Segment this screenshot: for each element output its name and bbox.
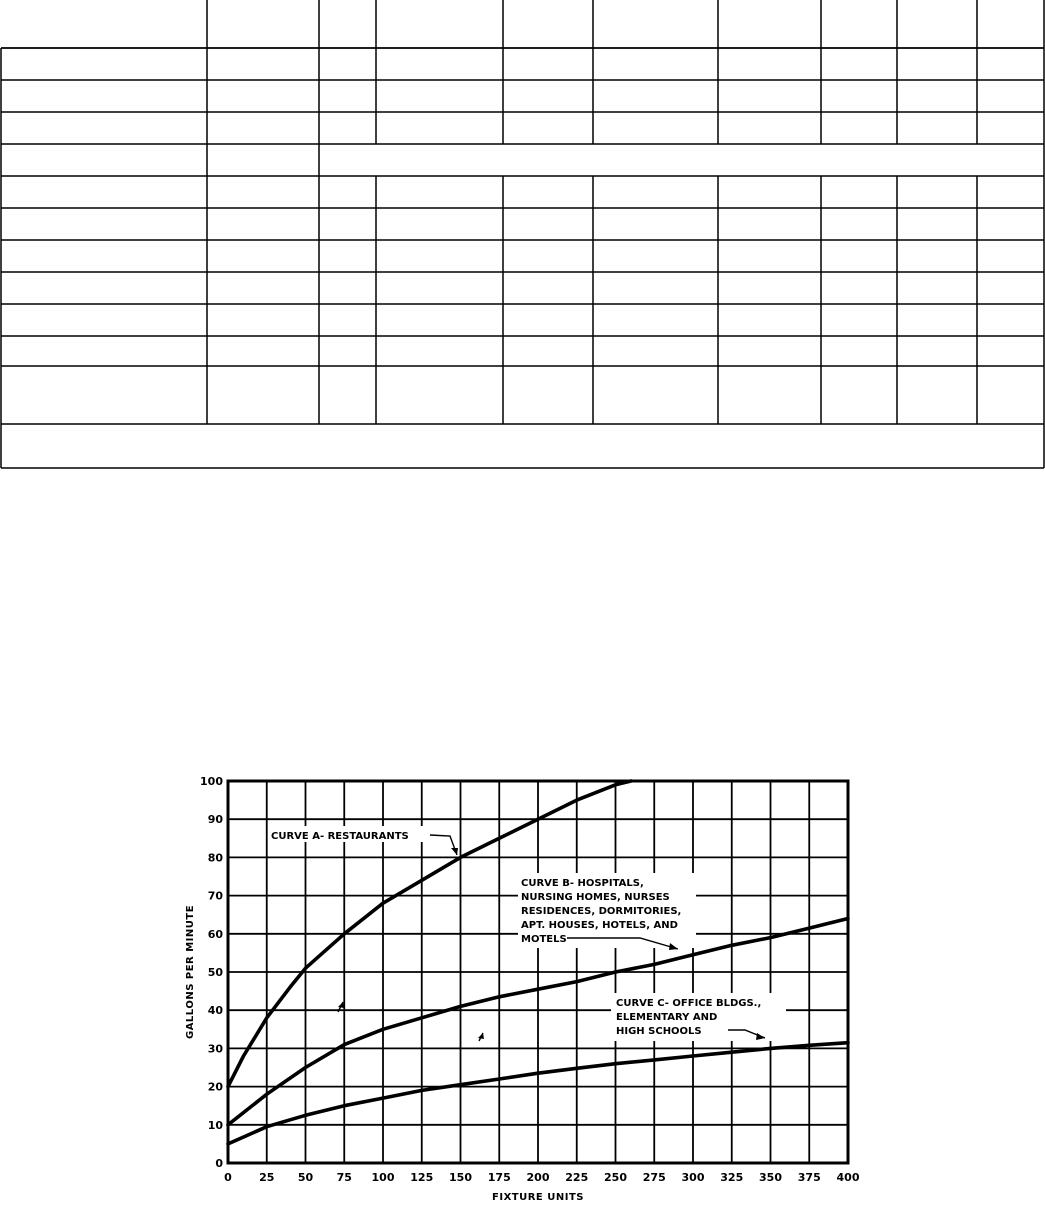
annotation-curve-a: CURVE A- RESTAURANTS (271, 831, 409, 842)
y-tick-label-100: 100 (200, 775, 223, 788)
empty-table (0, 0, 1045, 470)
y-tick-labels (200, 775, 223, 1170)
y-tick-label-80: 80 (207, 851, 223, 865)
x-tick-label-325: 325 (720, 1171, 744, 1184)
x-tick-label-275: 275 (642, 1171, 666, 1184)
y-tick-label-70: 70 (207, 889, 223, 903)
y-tick-label-10: 10 (207, 1118, 223, 1132)
flow-demand-chart (0, 760, 1045, 1211)
x-tick-label-250: 250 (604, 1171, 627, 1184)
annotation-curve-b-line-5: MOTELS (521, 934, 567, 945)
x-tick-label-50: 50 (297, 1171, 314, 1184)
x-tick-label-100: 100 (371, 1171, 395, 1184)
x-tick-label-75: 75 (336, 1171, 352, 1184)
x-tick-labels (224, 1171, 860, 1184)
x-tick-label-0: 0 (224, 1171, 232, 1184)
y-tick-label-90: 90 (207, 813, 223, 827)
y-tick-label-50: 50 (207, 966, 223, 979)
annotation-curve-c-line-3: HIGH SCHOOLS (616, 1026, 702, 1037)
annotation-curve-b-line-4: APT. HOUSES, HOTELS, AND (521, 920, 678, 931)
annotation-arrow-a (430, 835, 457, 855)
x-tick-label-125: 125 (410, 1171, 434, 1184)
annotation-curve-b-line-1: CURVE B- HOSPITALS, (521, 878, 644, 889)
x-tick-label-375: 375 (797, 1171, 821, 1184)
y-tick-label-60: 60 (207, 927, 223, 941)
y-tick-label-20: 20 (207, 1080, 223, 1094)
x-tick-label-25: 25 (259, 1171, 275, 1184)
x-tick-label-200: 200 (526, 1171, 550, 1184)
annotation-curve-c-line-1: CURVE C- OFFICE BLDGS., (616, 998, 762, 1009)
x-tick-label-400: 400 (836, 1171, 860, 1184)
y-tick-label-0: 0 (215, 1157, 223, 1170)
y-tick-label-30: 30 (207, 1042, 223, 1056)
x-tick-label-350: 350 (759, 1171, 782, 1184)
annotation-curve-b-line-2: NURSING HOMES, NURSES (521, 892, 670, 903)
x-tick-label-150: 150 (449, 1171, 472, 1184)
x-tick-label-225: 225 (565, 1171, 589, 1184)
x-tick-label-300: 300 (681, 1171, 705, 1184)
x-tick-label-175: 175 (487, 1171, 511, 1184)
annotation-curve-c-line-2: ELEMENTARY AND (616, 1012, 718, 1023)
y-tick-label-40: 40 (207, 1004, 223, 1018)
y-axis-title: GALLONS PER MINUTE (185, 904, 196, 1040)
x-axis-title: FIXTURE UNITS (492, 1192, 584, 1203)
annotation-curve-b-line-3: RESIDENCES, DORMITORIES, (521, 906, 682, 917)
